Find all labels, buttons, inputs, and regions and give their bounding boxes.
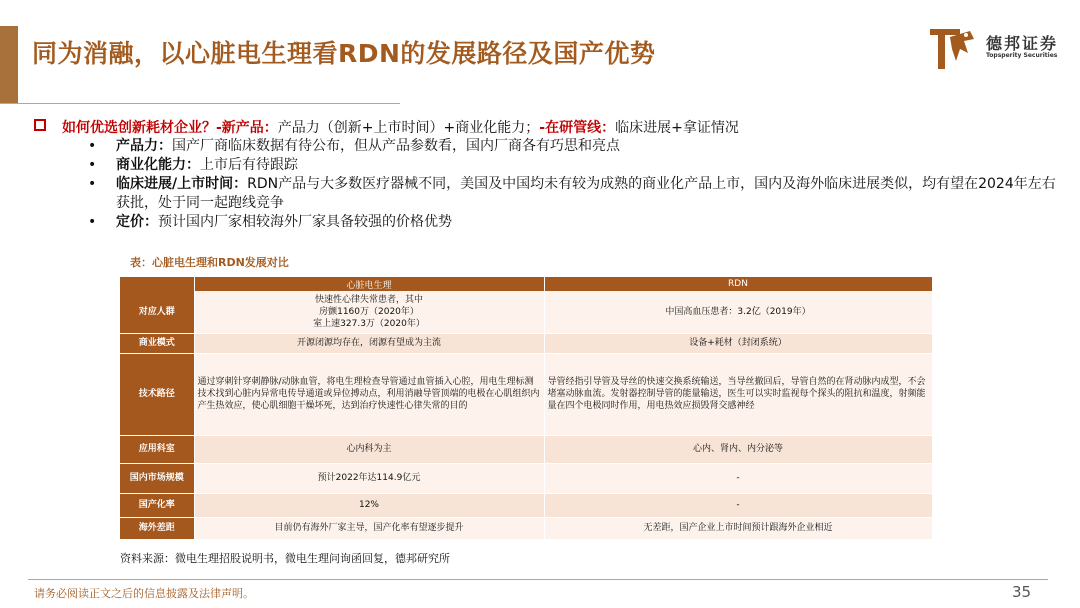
logo-text-cn: 德邦证券: [986, 34, 1059, 53]
cell-rdn: 导管经指引导管及导丝的快速交换系统输送，当导丝撤回后，导管自然的在肾动脉内成型，不会堵塞动脉血流。发射器控制导管的能量输送，医生可以实时监视每个探头的阻抗和温度，射频能量在四个电极同时作用，用电热效应损毁肾交感神经: [544, 353, 932, 435]
row-label: 应用科室: [120, 435, 194, 463]
table-header-cell: 心脏电生理: [194, 277, 544, 291]
table-row: [120, 353, 932, 435]
square-bullet-icon: [34, 119, 46, 131]
table-header-cell: RDN: [544, 277, 932, 291]
row-label: 商业模式: [120, 333, 194, 353]
bullet-item: • 临床进展/上市时间：RDN产品与大多数医疗器械不同，美国及中国均未有较为成熟的商业化产品上市，国内及海外临床进展类似，均有望在2024年左右获批，处于同一起跑线竞争: [88, 176, 1056, 211]
bullet-item: • 产品力：国产厂商临床数据有待公布，但从产品参数看，国内厂商各有巧思和亮点: [88, 138, 620, 154]
row-label: 国产化率: [120, 493, 194, 517]
row-label: 对应人群: [120, 291, 194, 333]
header-accent-bar: [0, 26, 18, 104]
cell-rdn: 中国高血压患者：3.2亿（2019年）: [544, 291, 932, 333]
cell-ep: 通过穿刺针穿刺静脉/动脉血管，将电生理检查导管通过血管插入心腔，用电生理标测技术找到心脏内异常电传导通道或异位搏动点，利用消融导管顶端的电极在心肌组织内产生热效应，使心肌细胞干燥坏死，达到治疗快速性心律失常的目的: [194, 353, 544, 435]
table-caption: 表：心脏电生理和RDN发展对比: [130, 256, 289, 269]
table-row: [120, 333, 932, 353]
table-row: [120, 435, 932, 463]
bullet-dot-icon: •: [88, 214, 97, 230]
bullet-list: [88, 137, 1058, 232]
cell-rdn: -: [544, 493, 932, 517]
table-row: [120, 463, 932, 493]
cell-ep: 心内科为主: [194, 435, 544, 463]
cell-ep: 目前仍有海外厂家主导，国产化率有望逐步提升: [194, 517, 544, 539]
cell-rdn: 心内、肾内、内分泌等: [544, 435, 932, 463]
row-label: 海外差距: [120, 517, 194, 539]
cell-ep: 开源闭源均存在，闭源有望成为主流: [194, 333, 544, 353]
row-label: 国内市场规模: [120, 463, 194, 493]
table-row: [120, 517, 932, 539]
footer-disclaimer: 请务必阅读正文之后的信息披露及法律声明。: [34, 587, 254, 600]
page-title: 同为消融，以心脏电生理看RDN的发展路径及国产优势: [32, 39, 656, 68]
footer-divider: [28, 579, 1048, 580]
comparison-table: [120, 277, 933, 540]
company-logo: [930, 27, 1060, 71]
cell-ep: 快速性心律失常患者，其中 房颤1160万（2020年） 室上速327.3万（2020年）: [194, 291, 544, 333]
bullet-dot-icon: •: [88, 138, 97, 154]
logo-text-en: Topsperity Securities: [986, 52, 1058, 59]
header-divider: [0, 103, 400, 104]
bullet-item: • 定价：预计国内厂家相较海外厂家具备较强的价格优势: [88, 214, 452, 230]
table-row: [120, 291, 932, 333]
cell-rdn: -: [544, 463, 932, 493]
cell-rdn: 无差距，国产企业上市时间预计跟海外企业相近: [544, 517, 932, 539]
page-number: 35: [1012, 583, 1032, 601]
cell-ep: 12%: [194, 493, 544, 517]
bullet-item: • 商业化能力：上市后有待跟踪: [88, 157, 298, 173]
cell-ep: 预计2022年达114.9亿元: [194, 463, 544, 493]
logo-mark-icon: [930, 27, 974, 69]
row-label: 技术路径: [120, 353, 194, 435]
table-header-row: [120, 277, 932, 291]
bullet-dot-icon: •: [88, 157, 97, 173]
lead-question: 如何优选创新耗材企业？-新产品：产品力（创新+上市时间）+商业化能力；-在研管线：临床进展+拿证情况: [34, 117, 739, 137]
cell-rdn: 设备+耗材（封闭系统）: [544, 333, 932, 353]
source-note: 资料来源：微电生理招股说明书，微电生理问询函回复，德邦研究所: [120, 552, 450, 565]
table-header-cell: [120, 277, 194, 291]
bullet-dot-icon: •: [88, 176, 97, 192]
table-row: [120, 493, 932, 517]
